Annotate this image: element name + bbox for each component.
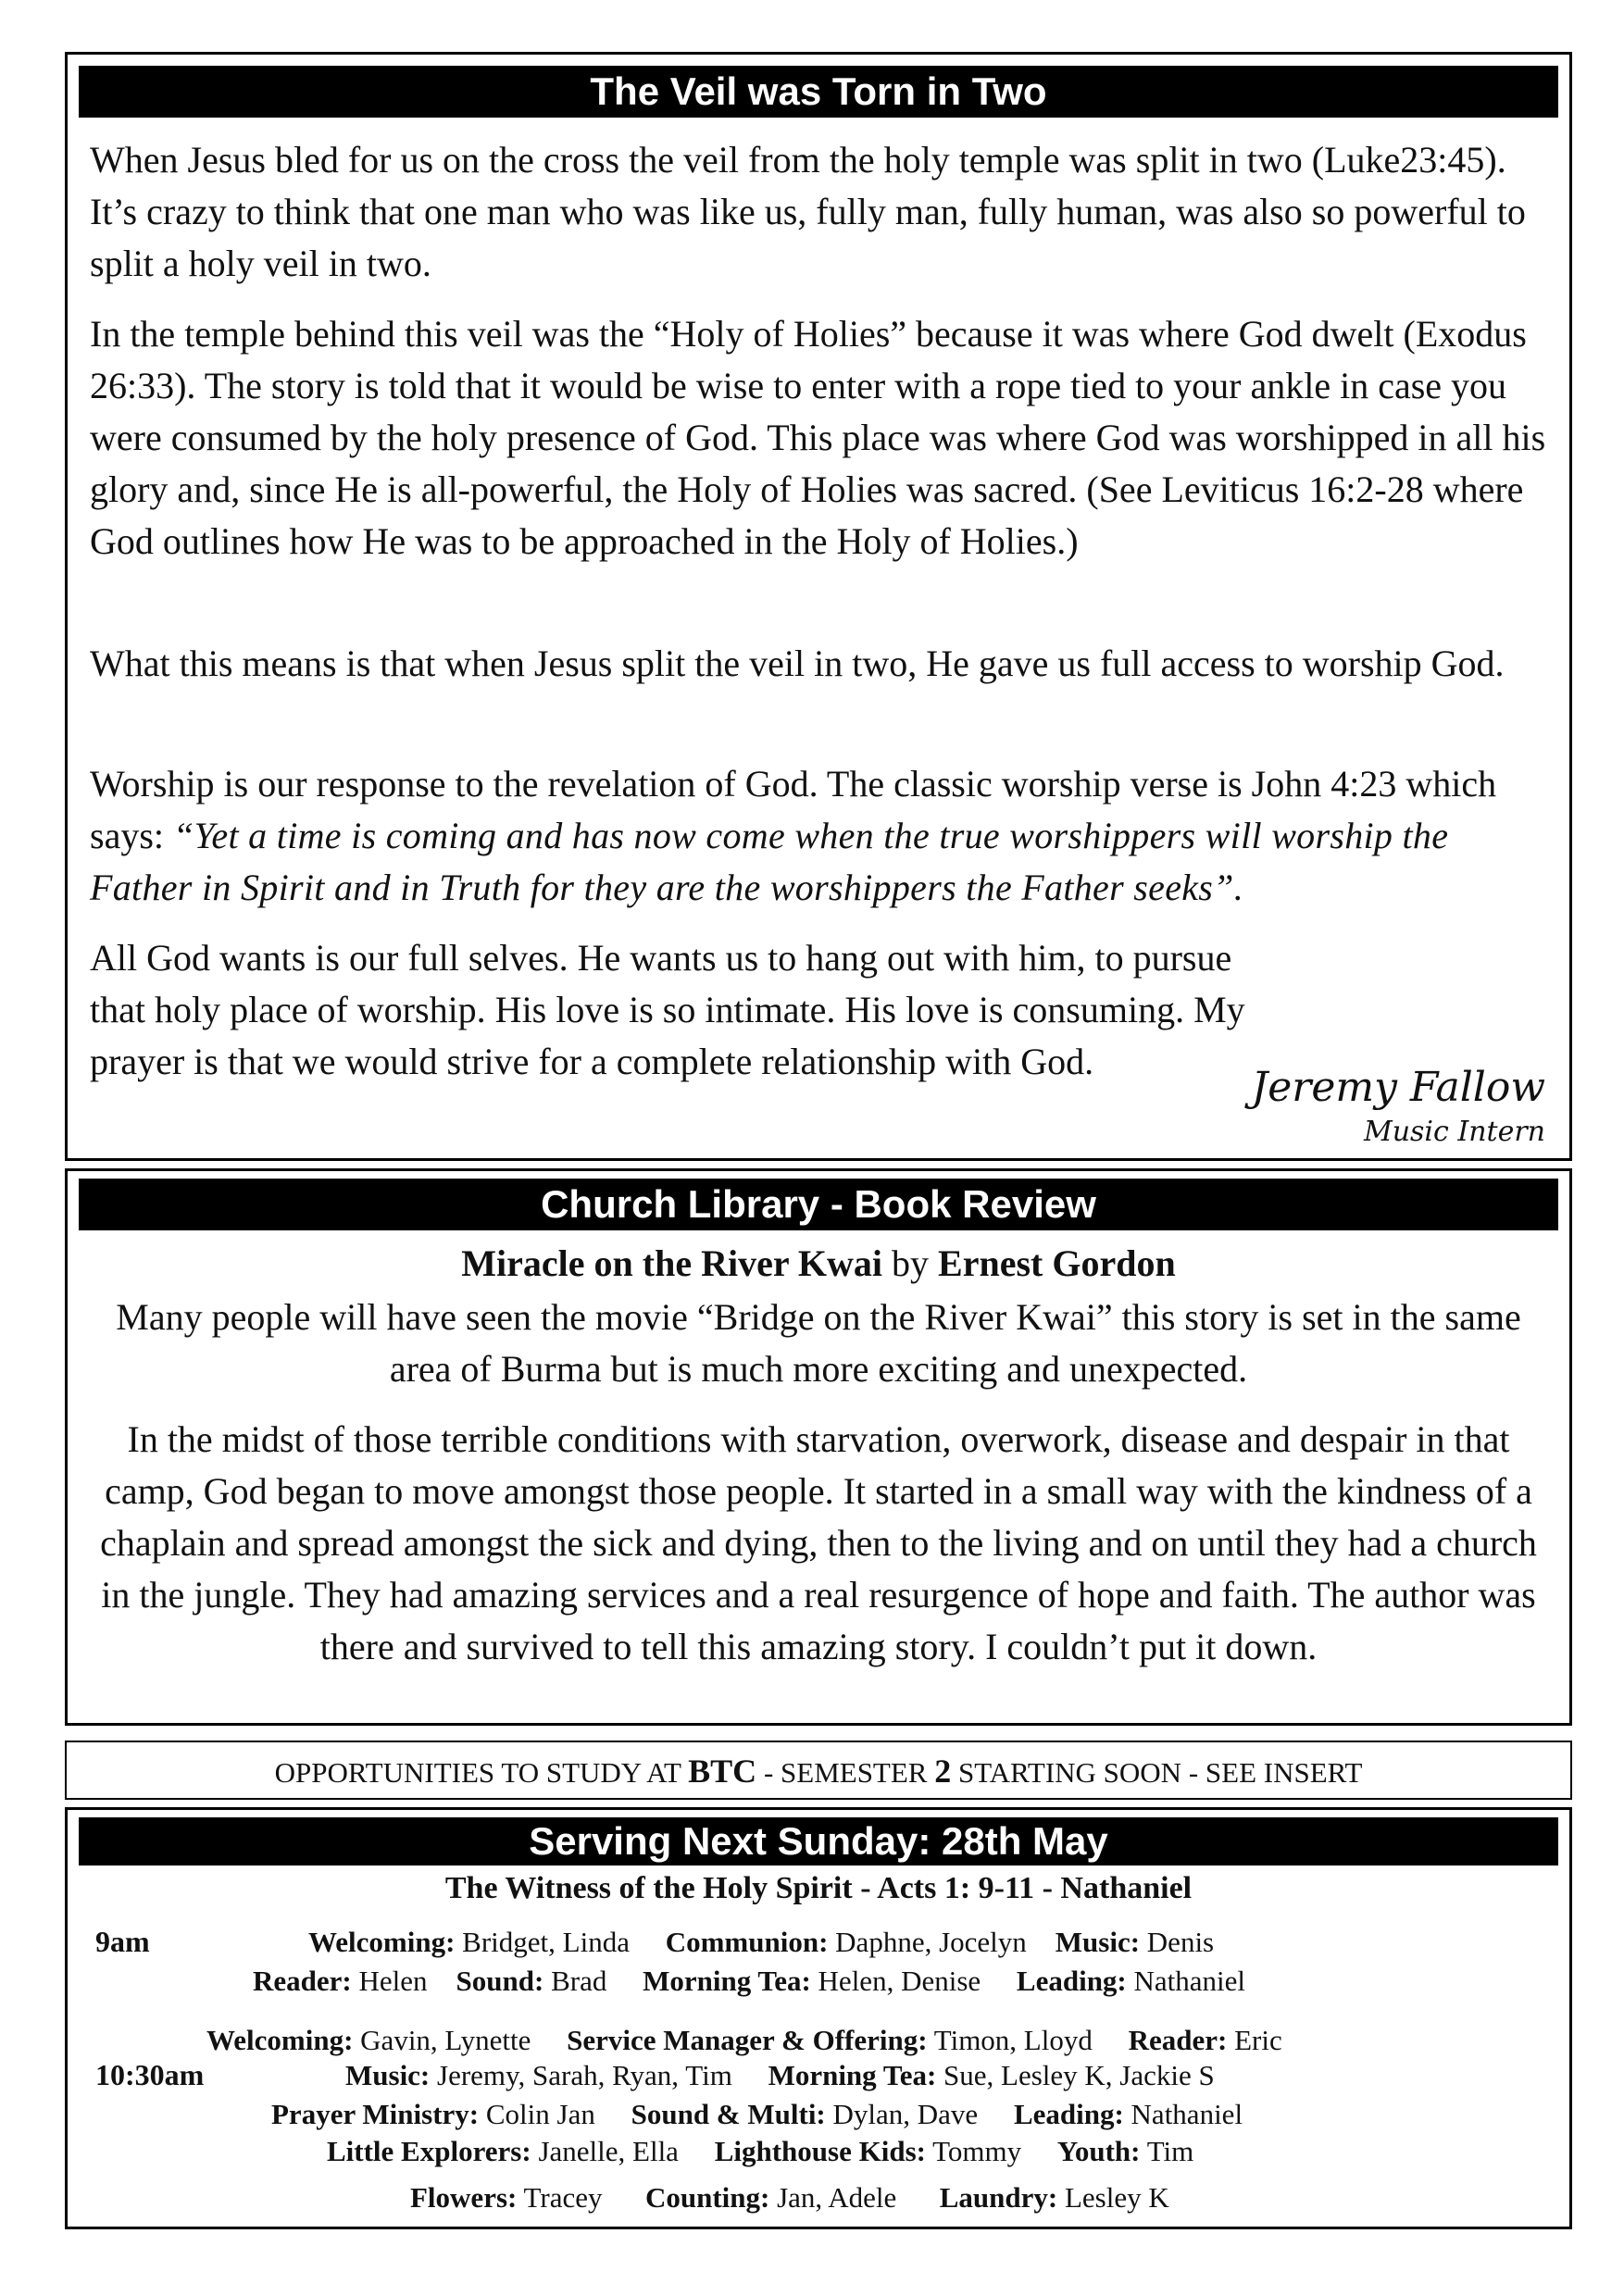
book-title: Miracle on the River Kwai [461,1242,883,1284]
library-paragraph-1: Many people will have seen the movie “Bridge on the River Kwai” this story is set in the same area of Burma but is much more exciting and unexpected. [116,1296,1521,1390]
signature-name: Jeremy Fallow [1251,1064,1545,1111]
schedule-general-row: Flowers: Tracey Counting: Jan, Adele Laundry: Lesley K [410,2181,1169,2214]
schedule-1030-row-4: Little Explorers: Janelle, Ella Lighthouse Kids: Tommy Youth: Tim [327,2135,1194,2167]
time-9am: 9am [95,1925,150,1958]
library-title: Church Library - Book Review [79,1179,1558,1230]
article-paragraph-4 [90,758,1547,914]
serving-box [65,1807,1572,2229]
article-paragraph-2: In the temple behind this veil was the “Holy of Holies” because it was where God dwelt (Exodus 26:33). The story is told that it would be wise to enter with a rope tied to your ankle in case you were consumed by the holy presence of God. This place was where God was worshipped in all his glory and, since He is all-powerful, the Holy of Holies was sacred. (See Leviticus 16:2-28 where God outlines how He was to be approached in the Holy of Holies.) [90,313,1546,562]
serving-subtitle: The Witness of the Holy Spirit - Acts 1: 9-11 - Nathaniel [444,1871,1193,1905]
article-paragraph-3: What this means is that when Jesus split the veil in two, He gave us full access to worship God. [90,643,1505,684]
signature-role: Music Intern [1363,1116,1545,1148]
article-paragraph-5: All God wants is our full selves. He wants us to hang out with him, to pursue that holy place of worship. His love is so intimate. His love is consuming. My prayer is that we would strive for a complete relationship with God. [90,937,1245,1082]
book-author: Ernest Gordon [938,1242,1176,1284]
worship-verse-quote: “Yet a time is coming and has now come when the true worshippers will worship the Father in Spirit and in Truth for they are the worshippers the Father seeks”. [90,815,1449,908]
btc-banner [65,1741,1572,1800]
btc-banner-text: OPPORTUNITIES TO STUDY AT BTC - SEMESTER 2 STARTING SOON - SEE INSERT [274,1753,1363,1790]
article-paragraph-1: When Jesus bled for us on the cross the veil from the holy temple was split in two (Luke23:45). It’s crazy to think that one man who was like us, fully man, fully human, was also so powerful to split a holy veil in two. [90,139,1526,284]
time-1030am: 10:30am [95,2058,205,2091]
article-paragraph-4-lead: Worship is our response to the revelation of God. The classic worship verse is John 4:23 which says: [90,763,1497,856]
article-title: The Veil was Torn in Two [79,66,1558,118]
library-box [65,1168,1572,1726]
schedule-1030-row-2: Music: Jeremy, Sarah, Ryan, Tim Morning Tea: Sue, Lesley K, Jackie S [345,2059,1215,2091]
library-paragraph-2: In the midst of those terrible conditions with starvation, overwork, disease and despair in that camp, God began to move amongst those people. It started in a small way with the kindness of a chaplain and spread amongst the sick and dying, then to the living and on until they had a church in the jungle. They had amazing services and a real resurgence of hope and faith. The author was there and survived to tell this amazing story. I couldn’t put it down. [100,1418,1537,1667]
article-box [65,52,1572,1161]
schedule-1030-row-1: Welcoming: Gavin, Lynette Service Manager & Offering: Timon, Lloyd Reader: Eric [206,2024,1282,2056]
schedule-9am-row-1: Welcoming: Bridget, Linda Communion: Daphne, Jocelyn Music: Denis [308,1926,1215,1958]
serving-title: Serving Next Sunday: 28th May [79,1817,1558,1866]
book-by: by [882,1242,939,1284]
schedule-1030-row-3: Prayer Ministry: Colin Jan Sound & Multi: Dylan, Dave Leading: Nathaniel [271,2098,1243,2130]
schedule-9am-row-2: Reader: Helen Sound: Brad Morning Tea: Helen, Denise Leading: Nathaniel [253,1965,1246,1997]
book-heading [90,1238,1547,1290]
